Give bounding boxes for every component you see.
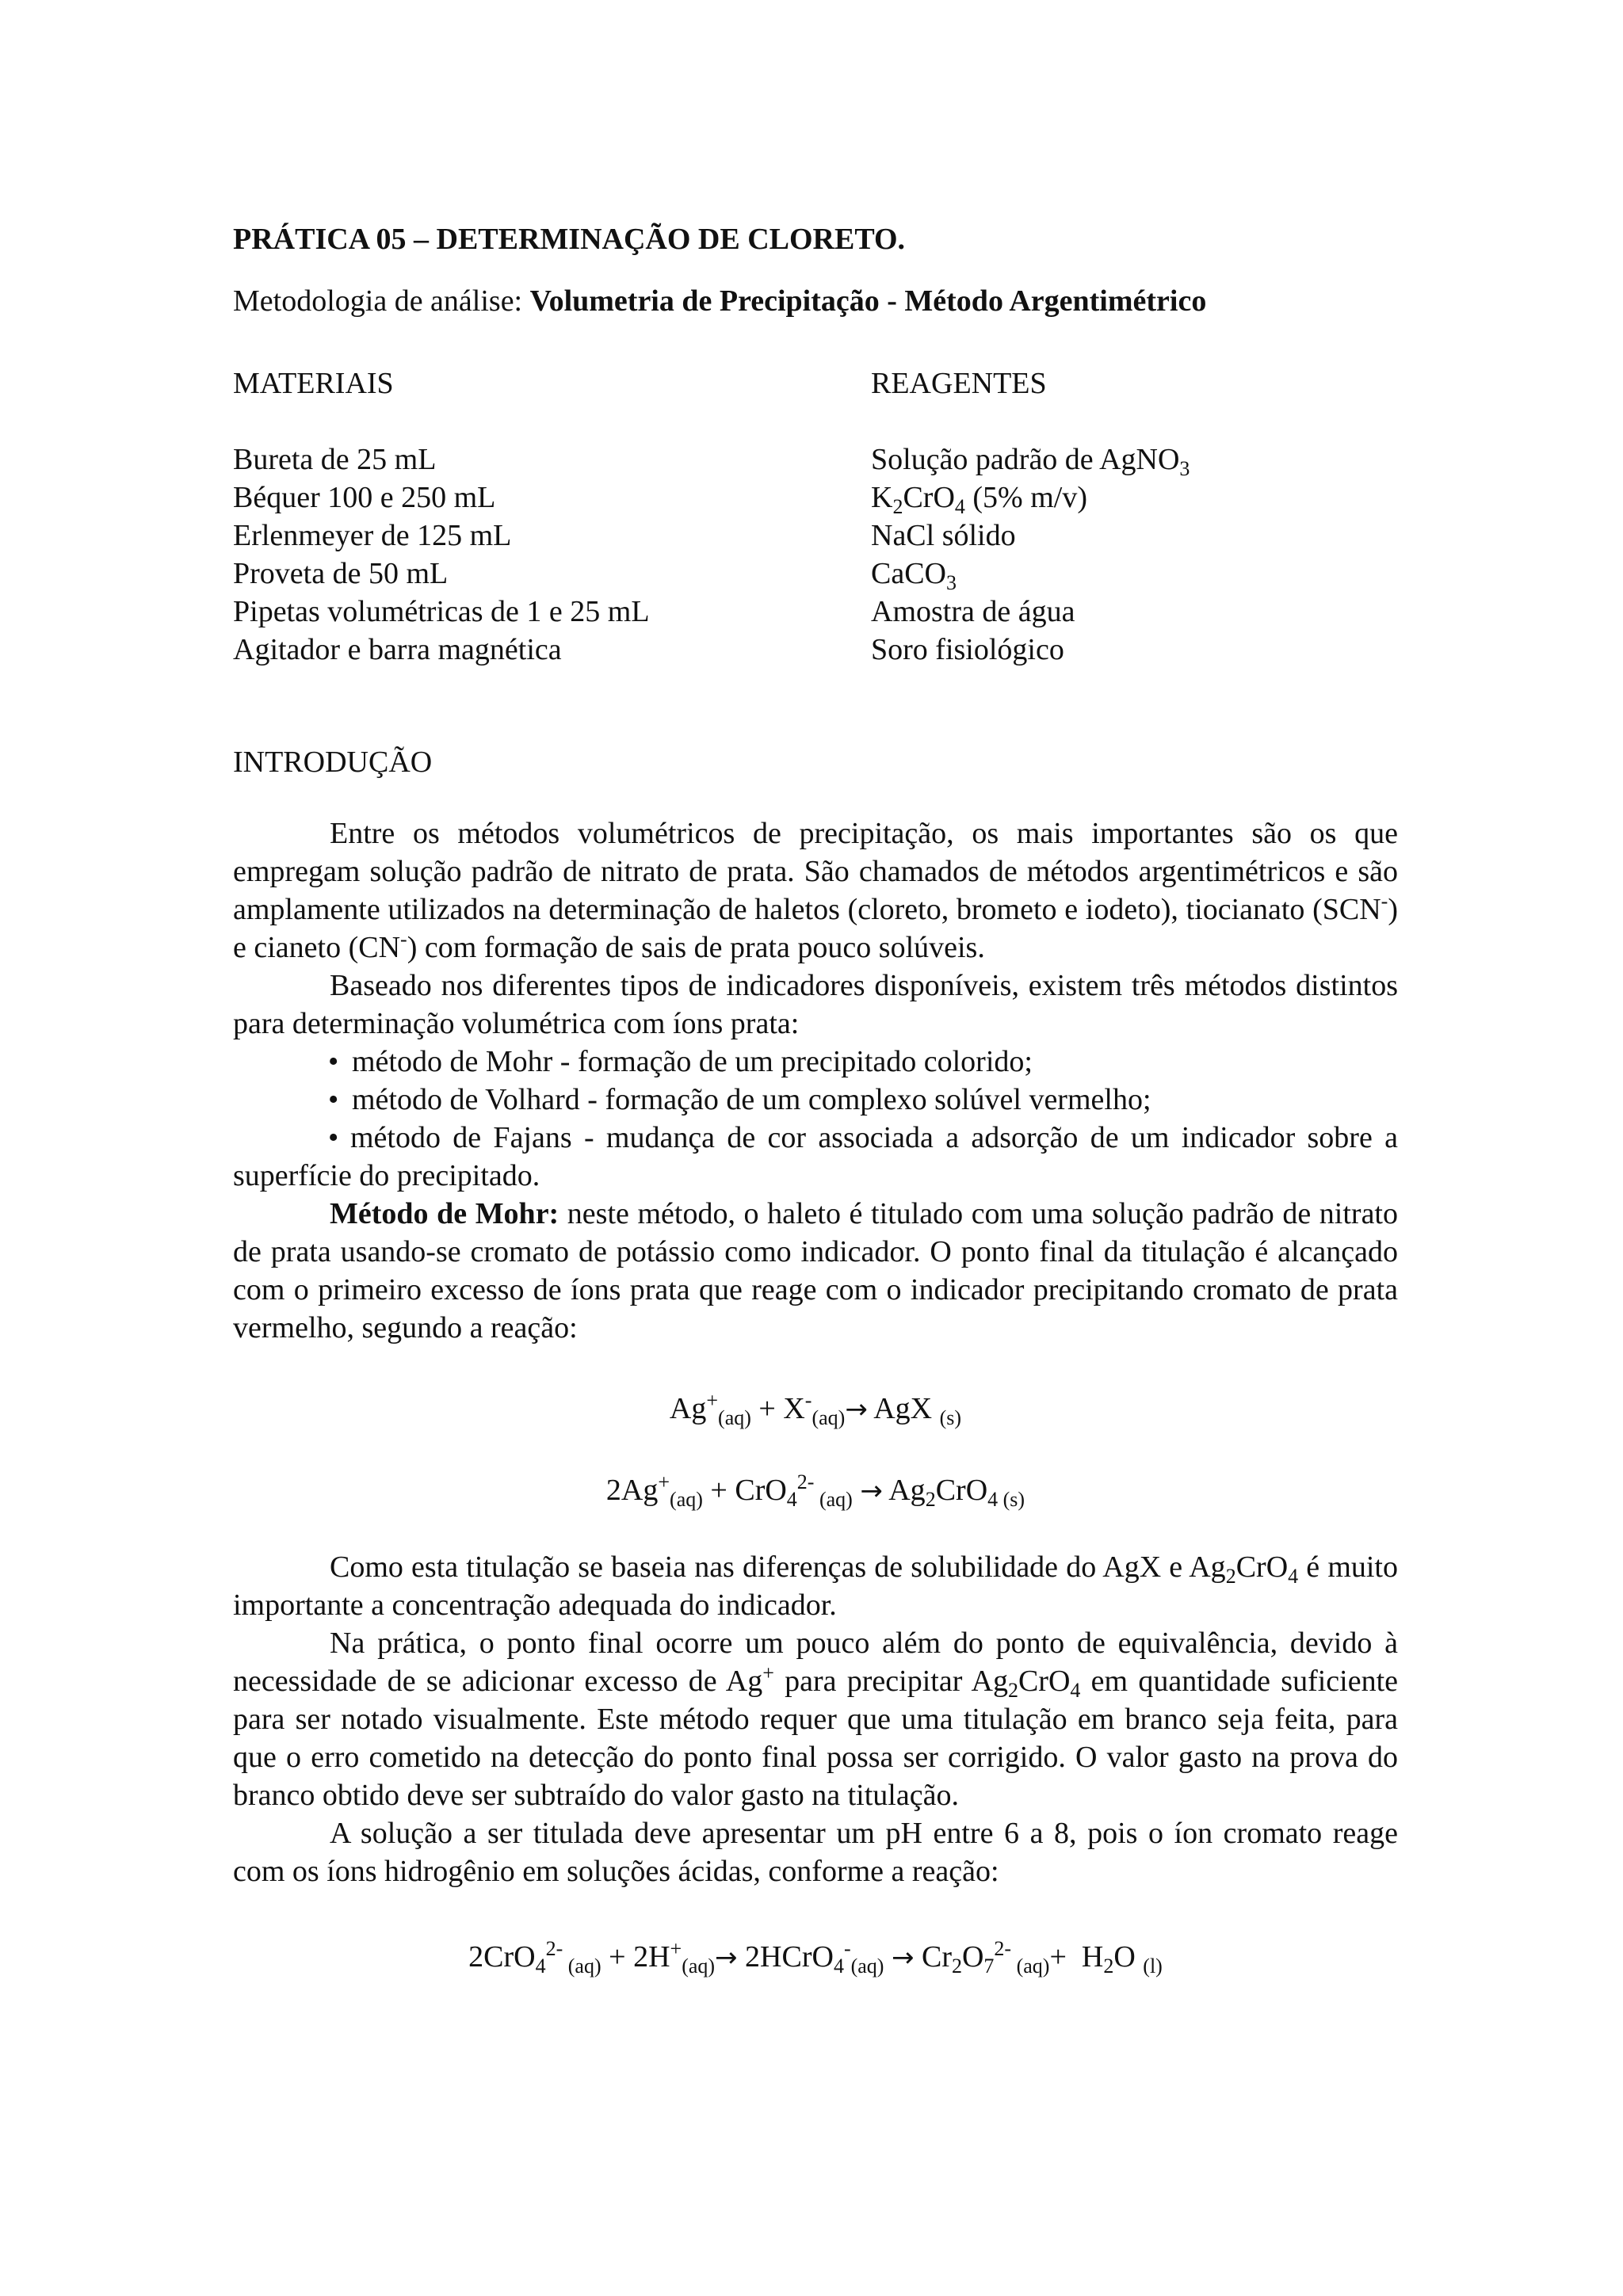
subscript: (aq) <box>850 1955 884 1978</box>
eq-term: X <box>783 1392 805 1425</box>
subscript: 3 <box>946 571 957 594</box>
paragraph-text: neste método, o haleto é titulado com uma solução padrão de nitrato de prata usando-se cromato de potássio como indicador. O ponto final da titulação é alcançado com o primeiro excesso de íons prata que reage com o indicador precipitando cromato de prata vermelho, segundo a reação: <box>233 1197 1398 1344</box>
subscript: 4 <box>833 1955 844 1978</box>
superscript: - <box>1381 890 1388 913</box>
superscript: 2- <box>796 1470 815 1493</box>
paragraph-text: é muito importante a concentração adequada do indicador. <box>233 1550 1398 1622</box>
eq-term: H <box>1074 1940 1104 1974</box>
mohr-paragraph <box>233 1195 1398 1347</box>
methodology-method: Volumetria de Precipitação - Método Argentimétrico <box>529 284 1207 318</box>
eq-term: O <box>961 1940 984 1974</box>
eq-term: 2CrO <box>468 1940 536 1974</box>
subscript: 4 <box>954 495 965 518</box>
eq-term: Ag <box>669 1392 707 1425</box>
subscript: 7 <box>983 1955 995 1978</box>
eq-plus: + <box>750 1392 784 1425</box>
eq-term: 2HCrO <box>737 1940 834 1974</box>
material-item: Bureta de 25 mL <box>233 443 437 476</box>
eq-term: Ag <box>882 1474 926 1507</box>
eq-term: O <box>1113 1940 1144 1974</box>
material-item: Proveta de 50 mL <box>233 557 449 590</box>
list-item-text: método de Volhard - formação de um complexo solúvel vermelho; <box>352 1083 1151 1116</box>
list-item-text: método de Fajans - mudança de cor associada a adsorção de um indicador sobre a superfície do precipitado. <box>233 1121 1398 1192</box>
document-content <box>233 220 1398 1977</box>
paragraph-text: ) e cianeto (CN <box>233 893 1398 964</box>
subscript: (aq) <box>814 1488 853 1511</box>
reagent-text: K <box>871 481 893 514</box>
materials-heading: MATERIAIS <box>233 367 394 400</box>
reagent-item: Soro fisiológico <box>871 633 1064 666</box>
superscript: + <box>658 1470 670 1493</box>
reagent-item: Amostra de água <box>871 595 1075 628</box>
superscript: + <box>706 1389 719 1412</box>
paragraph-text: em quantidade suficiente para ser notado visualmente. Este método requer que uma titulação em branco seja feita, para que o erro cometido na detecção do ponto final possa ser corrigido. O valor gasto na prova do branco obtido deve ser subtraído do valor gasto na titulação. <box>233 1665 1398 1812</box>
superscript: 2- <box>994 1937 1012 1960</box>
solubility-paragraph <box>233 1548 1398 1624</box>
superscript: - <box>400 928 407 951</box>
eq-term: 2H <box>633 1940 670 1974</box>
subscript: 2 <box>892 495 903 518</box>
methodology-line <box>233 282 1398 320</box>
superscript: - <box>804 1389 812 1412</box>
paragraph-text: para precipitar Ag <box>773 1665 1008 1698</box>
subscript: (l) <box>1143 1955 1163 1978</box>
intro-heading: INTRODUÇÃO <box>233 746 433 779</box>
paragraph-text: Na prática, o ponto final ocorre um pouco além do ponto de equivalência, devido à necessidade de se adicionar excesso de Ag <box>233 1627 1398 1698</box>
reagents-heading: REAGENTES <box>871 367 1047 400</box>
equation-1 <box>233 1390 1398 1428</box>
material-item: Béquer 100 e 250 mL <box>233 481 496 514</box>
arrow-icon: → <box>715 1942 738 1974</box>
materials-column <box>233 364 871 669</box>
subscript: (aq) <box>812 1406 846 1429</box>
superscript: - <box>843 1937 851 1960</box>
eq-plus: + <box>1049 1940 1075 1974</box>
superscript: + <box>762 1661 774 1684</box>
arrow-icon: → <box>845 1394 868 1425</box>
ph-paragraph: A solução a ser titulada deve apresentar um pH entre 6 a 8, pois o íon cromato reage com os íons hidrogênio em soluções ácidas, conforme a reação: <box>233 1817 1398 1888</box>
bullet-icon: • <box>328 1083 339 1116</box>
subscript: 3 <box>1179 457 1190 480</box>
page-title: PRÁTICA 05 – DETERMINAÇÃO DE CLORETO. <box>233 223 906 256</box>
eq-term: Cr <box>914 1940 952 1974</box>
materials-reagents-columns <box>233 364 1398 669</box>
reagent-item: NaCl sólido <box>871 519 1016 552</box>
intro-paragraph-2: Baseado nos diferentes tipos de indicadores disponíveis, existem três métodos distintos para determinação volumétrica com íons prata: <box>233 969 1398 1040</box>
reagent-text: CaCO <box>871 557 946 590</box>
subscript: 2 <box>925 1488 936 1511</box>
paragraph-text: ) com formação de sais de prata pouco solúveis. <box>407 931 985 964</box>
list-item <box>233 1043 1398 1081</box>
bullet-icon: • <box>328 1121 339 1154</box>
reagent-text: CrO <box>903 481 955 514</box>
eq-plus: + <box>601 1940 634 1974</box>
subscript: 2 <box>951 1955 962 1978</box>
material-item: Erlenmeyer de 125 mL <box>233 519 512 552</box>
paragraph-text: Entre os métodos volumétricos de precipitação, os mais importantes são os que empregam solução padrão de nitrato de prata. São chamados de métodos argentimétricos e são amplamente utilizados na determinação de haletos (cloreto, brometo e iodeto), tiocianato (SCN <box>233 817 1398 926</box>
arrow-icon: → <box>891 1942 915 1974</box>
subscript: (aq) <box>718 1406 751 1429</box>
material-item: Pipetas volumétricas de 1 e 25 mL <box>233 595 650 628</box>
reagent-text: (5% m/v) <box>964 481 1087 514</box>
paragraph-text: Como esta titulação se baseia nas diferenças de solubilidade do AgX e Ag <box>330 1550 1226 1584</box>
eq-term: AgX <box>867 1392 940 1425</box>
eq-term: 2Ag <box>605 1474 659 1507</box>
subscript: 4 <box>786 1488 797 1511</box>
list-item-text: método de Mohr - formação de um precipitado colorido; <box>352 1045 1033 1078</box>
arrow-icon: → <box>860 1475 883 1507</box>
reagents-column <box>871 364 1398 669</box>
bullet-icon: • <box>328 1045 339 1078</box>
subscript: 4 <box>535 1955 546 1978</box>
subscript: (aq) <box>563 1955 601 1978</box>
eq-term: CrO <box>935 1474 988 1507</box>
subscript: 4 <box>1070 1679 1081 1702</box>
subscript: (aq) <box>682 1955 716 1978</box>
equation-2 <box>233 1471 1398 1510</box>
paragraph-text: CrO <box>1018 1665 1071 1698</box>
methods-list <box>233 1043 1398 1195</box>
subscript: 4 <box>1288 1565 1299 1588</box>
list-item <box>233 1081 1398 1119</box>
eq-term: CrO <box>735 1474 787 1507</box>
reagent-item <box>871 441 1398 479</box>
subscript: 4 (s) <box>987 1488 1025 1511</box>
intro-paragraph-1 <box>233 814 1398 967</box>
subscript: (aq) <box>1011 1955 1050 1978</box>
subscript: 2 <box>1007 1679 1018 1702</box>
subscript: 2 <box>1103 1955 1114 1978</box>
paragraph-text: CrO <box>1235 1550 1289 1584</box>
material-item: Agitador e barra magnética <box>233 633 562 666</box>
subscript: 2 <box>1225 1565 1236 1588</box>
reagent-text: Solução padrão de AgNO <box>871 443 1180 476</box>
endpoint-paragraph <box>233 1624 1398 1814</box>
superscript: 2- <box>545 1937 563 1960</box>
list-item <box>233 1119 1398 1195</box>
reagent-item <box>871 479 1398 517</box>
eq-plus: + <box>702 1474 735 1507</box>
methodology-prefix: Metodologia de análise: <box>233 284 530 318</box>
equation-3 <box>233 1938 1398 1977</box>
reagent-item <box>871 555 1398 593</box>
superscript: + <box>670 1937 682 1960</box>
mohr-label: Método de Mohr: <box>330 1197 559 1230</box>
subscript: (aq) <box>670 1488 703 1511</box>
subscript: (s) <box>939 1406 962 1429</box>
